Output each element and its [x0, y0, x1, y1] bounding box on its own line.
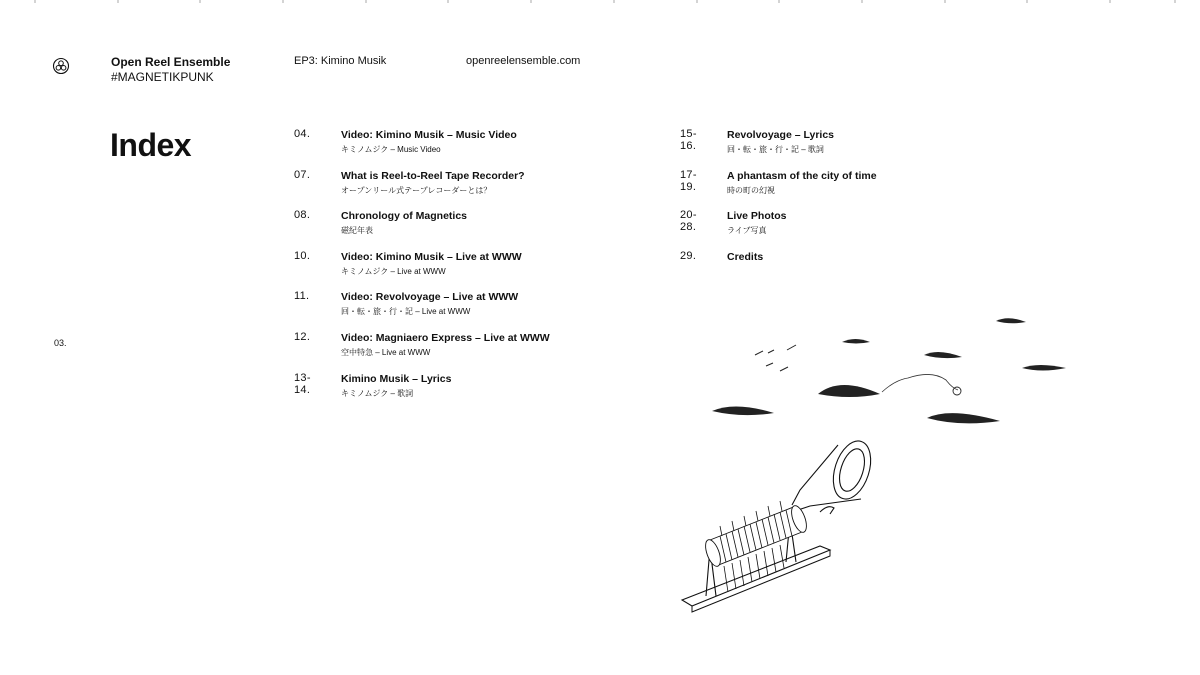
entry-page-number: 17-19. — [680, 168, 697, 193]
entry-subtitle: ライブ写真 — [727, 226, 767, 236]
entry-subtitle: 磁紀年表 — [341, 226, 373, 236]
entry-subtitle: キミノムジク – Live at WWW — [341, 266, 446, 276]
entry-page-number: 15-16. — [680, 128, 697, 152]
reel-logo-icon[interactable] — [52, 57, 70, 75]
entry-title: A phantasm of the city of time — [727, 169, 877, 182]
entry-title: Video: Kimino Musik – Music Video — [341, 129, 517, 141]
entry-subtitle: 時の町の幻視 — [727, 185, 775, 195]
entry-page-number: 07. — [294, 168, 311, 181]
top-edge-tick-marks — [0, 0, 1200, 4]
entry-page-number: 20-28. — [680, 209, 697, 234]
entry-page-number: 29. — [680, 249, 697, 262]
brand-name: Open Reel Ensemble — [111, 55, 231, 69]
entry-title: Chronology of Magnetics — [341, 210, 467, 223]
page-number: 03. — [54, 338, 67, 348]
entry-subtitle: 回・転・旅・行・記 – 歌詞 — [727, 145, 824, 154]
episode-label: EP3: Kimino Musik — [294, 55, 387, 67]
entry-title: Video: Magniaero Express – Live at WWW — [341, 331, 550, 344]
brand-hashtag: #MAGNETIKPUNK — [111, 70, 214, 84]
entry-title: Video: Kimino Musik – Live at WWW — [341, 250, 522, 263]
entry-subtitle: オープンリール式テープレコーダーとは？ — [341, 185, 492, 195]
entry-page-number: 08. — [294, 209, 311, 222]
floating-clouds — [712, 318, 1066, 423]
entry-title: Video: Revolvoyage – Live at WWW — [341, 291, 519, 304]
entry-title: Credits — [727, 250, 764, 263]
entry-subtitle: 回・転・旅・行・記 – Live at WWW — [341, 307, 471, 317]
entry-title: What is Reel-to-Reel Tape Recorder? — [341, 169, 525, 182]
entry-page-number: 10. — [294, 249, 311, 262]
brand-block — [111, 55, 230, 85]
entry-page-number: 04. — [294, 128, 311, 140]
entry-title: Kimino Musik – Lyrics — [341, 372, 452, 385]
entry-page-number: 11. — [294, 290, 310, 303]
entry-title: Revolvoyage – Lyrics — [727, 129, 834, 141]
entry-subtitle: キミノムジク – Music Video — [341, 145, 441, 154]
entry-page-number: 13-14. — [294, 371, 311, 396]
entry-title: Live Photos — [727, 210, 787, 223]
entry-subtitle: 空中特急 – Live at WWW — [341, 347, 431, 357]
entry-subtitle: キミノムジク – 歌詞 — [341, 388, 414, 398]
page-title: Index — [110, 127, 192, 163]
phonograph-illustration — [670, 300, 1100, 630]
website-link[interactable]: openreelensemble.com — [466, 55, 581, 67]
entry-page-number: 12. — [294, 330, 311, 343]
